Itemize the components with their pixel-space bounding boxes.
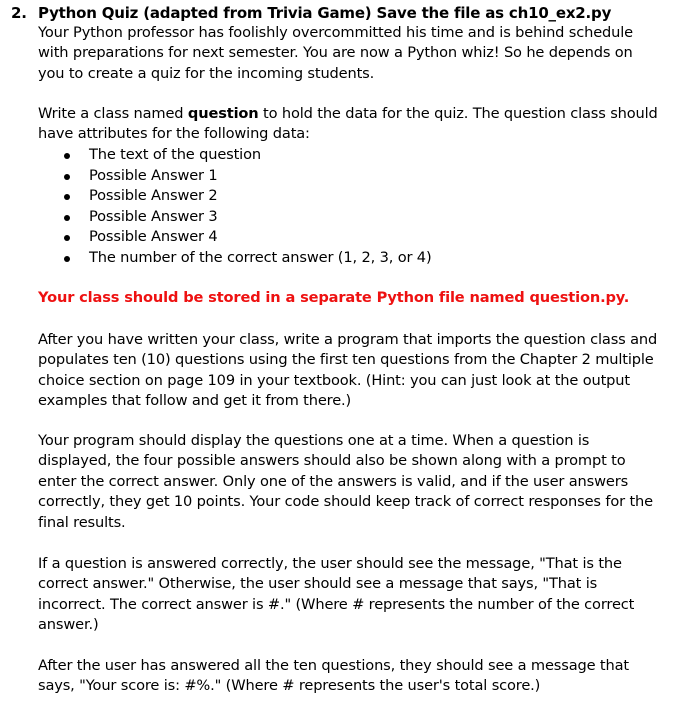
bullet-dot-icon	[64, 215, 70, 221]
red-notice: Your class should be stored in a separate Python file named question.py.	[38, 289, 630, 306]
list-item-text: The number of the correct answer (1, 2, 3, or 4)	[89, 248, 432, 266]
list-item-text: Possible Answer 1	[89, 166, 218, 184]
bullet-dot-icon	[64, 174, 70, 180]
list-item-text: Possible Answer 2	[89, 187, 218, 204]
intro-paragraph: Your Python professor has foolishly overcommitted his time and is behind schedule with preparations for next semester. You are now a Python whiz! So he depends on you to create a quiz for the incoming students.	[38, 24, 633, 82]
list-item	[38, 166, 432, 187]
assignment-heading	[11, 3, 611, 23]
class-paragraph-end: to hold the data for the quiz. The question class should have attributes for the following data:	[38, 105, 658, 143]
bullet-dot-icon	[64, 194, 70, 200]
heading-title: Python Quiz (adapted from Trivia Game) Save the file as ch10_ex2.py	[38, 4, 612, 22]
list-item-text: Possible Answer 4	[89, 228, 218, 245]
attribute-list	[38, 145, 432, 268]
list-item-text: The text of the question	[89, 146, 261, 163]
feedback-paragraph: If a question is answered correctly, the user should see the message, "That is the correct answer." Otherwise, the user should see a message that says, "That is incorrect. The correct answer is #." (Where # represents the number of the correct answer.)	[38, 555, 635, 634]
class-paragraph	[38, 104, 663, 145]
list-item-text: Possible Answer 3	[89, 207, 218, 225]
class-name-bold: question	[187, 105, 259, 122]
list-item	[38, 186, 432, 207]
bullet-dot-icon	[64, 153, 70, 159]
list-item	[38, 207, 432, 228]
program-paragraph: After you have written your class, write a program that imports the question class and populates ten (10) questions using the first ten questions from the Chapter 2 multiple choice section on page 109 in your textbook. (Hint: you can just look at the output examples that follow and get it from there.)	[38, 331, 658, 410]
bullet-dot-icon	[64, 235, 70, 241]
score-paragraph: After the user has answered all the ten questions, they should see a message that says, "Your score is: #%." (Where # represents the user's total score.)	[38, 657, 629, 695]
list-item	[38, 145, 432, 166]
class-paragraph-start: Write a class named	[38, 105, 188, 122]
display-paragraph: Your program should display the questions one at a time. When a question is displayed, the four possible answers should also be shown along with a prompt to enter the correct answer. Only one of the answers is valid, and if the user answers correctly, they get 10 points. Your code should keep track of correct responses for the final results.	[38, 432, 653, 531]
heading-number: 2.	[11, 4, 27, 22]
list-item	[38, 248, 432, 269]
bullet-dot-icon	[64, 256, 70, 262]
list-item	[38, 227, 432, 248]
